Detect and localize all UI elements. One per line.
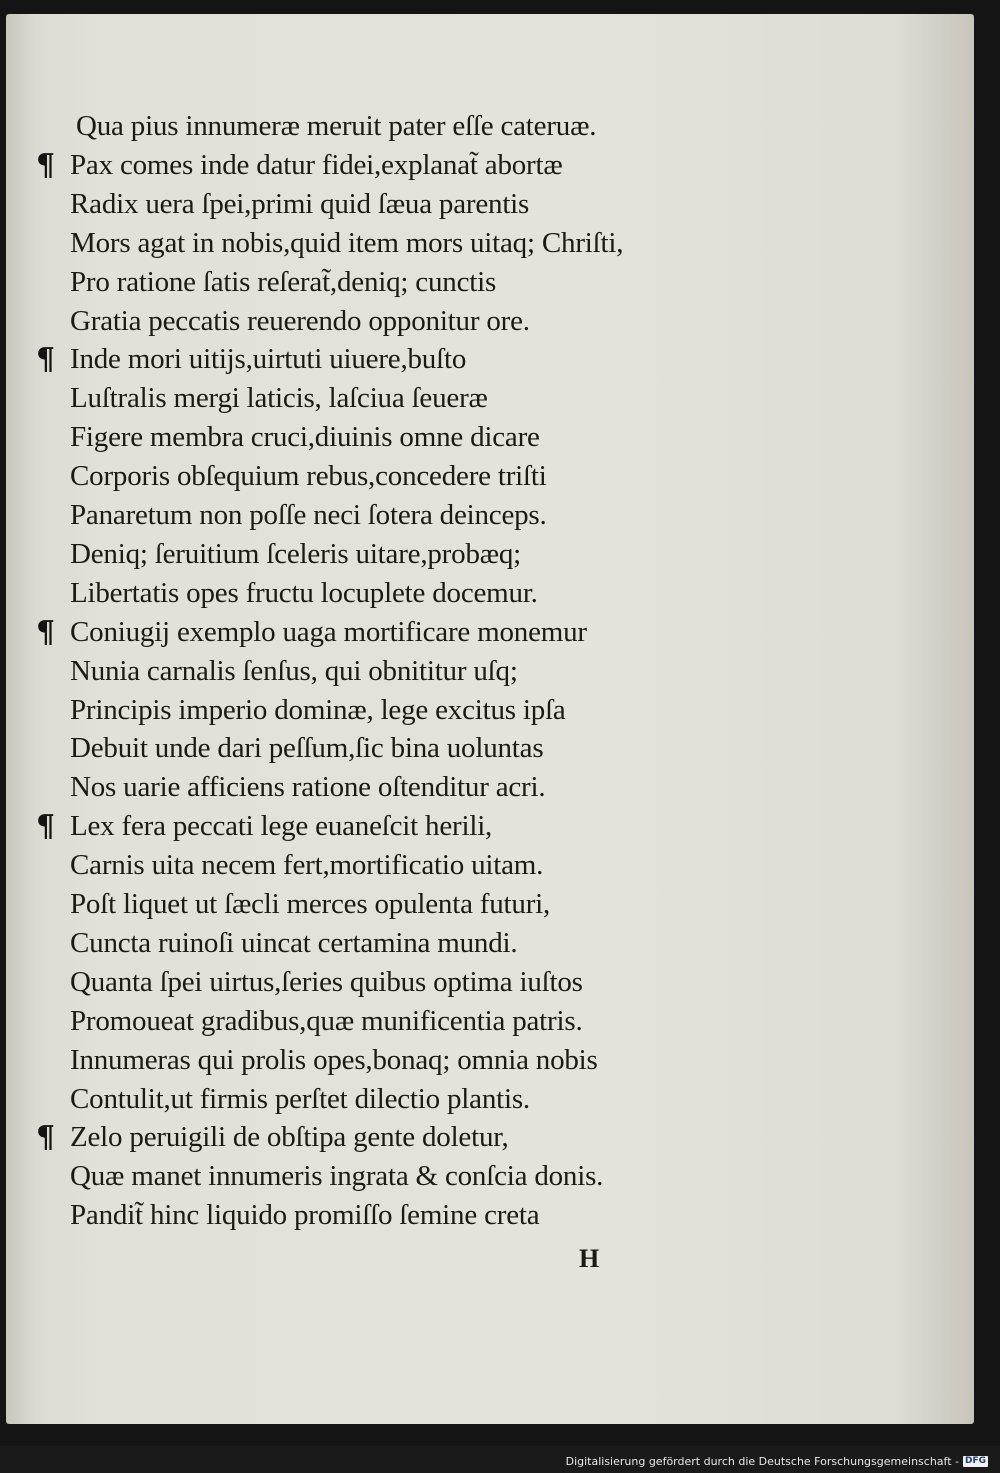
- verse-line: Qua pius innumeræ meruit pater eſſe cateruæ.: [76, 110, 597, 142]
- footer-credit: [566, 1455, 988, 1468]
- verse-line: Nunia carnalis ſenſus, qui obnititur uſq;: [70, 654, 518, 687]
- paragraph-marker: ¶: [36, 809, 56, 845]
- verse-line: Poſt liquet ut ſæcli merces opulenta futuri,: [70, 888, 551, 920]
- verse-line: Debuit unde dari peſſum,ſic bina uoluntas: [70, 732, 544, 765]
- signature-mark: H: [579, 1244, 600, 1273]
- verse-line: Coniugij exemplo uaga mortificare monemur: [70, 615, 587, 648]
- verse-line: Cuncta ruinoſi uincat certamina mundi.: [70, 926, 518, 959]
- paragraph-marker: ¶: [36, 342, 56, 378]
- book-page: [6, 14, 974, 1424]
- paragraph-marker: ¶: [36, 1120, 56, 1156]
- verse-line: Zelo peruigili de obſtipa gente doletur,: [70, 1121, 509, 1154]
- verse-line: Libertatis opes fructu locuplete docemur.: [70, 576, 538, 609]
- verse-line: Inde mori uitijs,uirtuti uiuere,buſto: [70, 343, 467, 376]
- verse-line: Contulit,ut firmis perſtet dilectio plantis.: [70, 1082, 530, 1115]
- verse-line: Carnis uita necem fert,mortificatio uitam.: [70, 849, 544, 882]
- verse-line: Panaretum non poſſe neci ſotera deinceps.: [70, 499, 547, 531]
- verse-line: Pandit̃ hinc liquido promiſſo ſemine creta: [70, 1199, 540, 1232]
- verse-line: Figere membra cruci,diuinis omne dicare: [70, 421, 540, 454]
- verse-line: Pax comes inde datur fidei,explanat̃ abortæ: [70, 148, 563, 181]
- verse-line: Nos uarie afficiens ratione oſtenditur acri.: [70, 771, 546, 804]
- verse-line: Gratia peccatis reuerendo opponitur ore.: [70, 304, 530, 337]
- credit-text: Digitalisierung gefördert durch die Deutsche Forschungsgemeinschaft -: [565, 1455, 959, 1468]
- verse-line: Luſtralis mergi laticis, laſciua ſeueræ: [70, 382, 488, 415]
- verse-line: Corporis obſequium rebus,concedere triſti: [70, 460, 547, 493]
- dfg-logo: DFG: [964, 1456, 986, 1466]
- verse-line: Mors agat in nobis,quid item mors uitaq; Chriſti,: [70, 226, 624, 259]
- paragraph-marker: ¶: [36, 614, 56, 650]
- verse-line: Quanta ſpei uirtus,ſeries quibus optima iuſtos: [70, 965, 583, 998]
- footer-bar: [0, 1446, 1000, 1473]
- verse-line: Pro ratione ſatis reſerat̃,deniq; cunctis: [70, 265, 497, 298]
- verse-line: Quæ manet innumeris ingrata & conſcia donis.: [70, 1160, 604, 1193]
- verse-line: Lex fera peccati lege euaneſcit herili,: [70, 810, 493, 843]
- verse-line: Principis imperio dominæ, lege excitus ipſa: [70, 693, 566, 726]
- verse-line: Deniq; ſeruitium ſceleris uitare,probæq;: [70, 537, 522, 570]
- paragraph-marker: ¶: [36, 147, 56, 183]
- verse-line: Radix uera ſpei,primi quid ſæua parentis: [70, 187, 530, 220]
- verse-line: Innumeras qui prolis opes,bonaq; omnia nobis: [70, 1043, 598, 1076]
- verse-line: Promoueat gradibus,quæ munificentia patris.: [70, 1004, 583, 1037]
